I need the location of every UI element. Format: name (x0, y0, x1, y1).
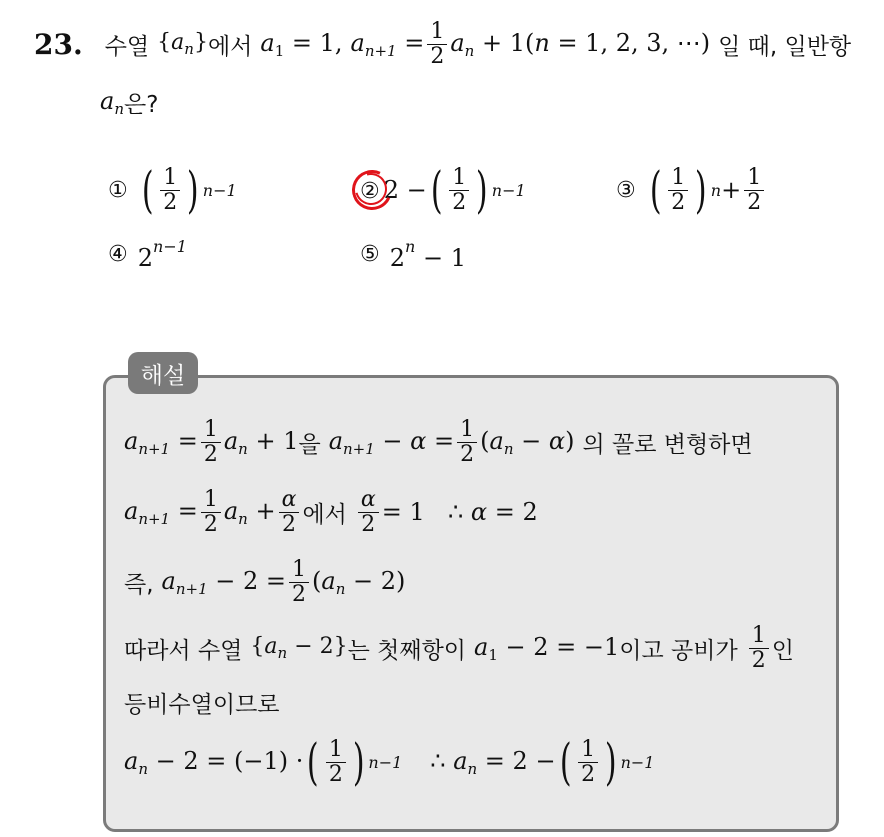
solution-l4-in: 인 (771, 637, 794, 664)
choice-1[interactable]: ① ( $\frac{1}{2}$ ) n−1 (108, 161, 237, 219)
choice-3[interactable]: ③ ( $\frac{1}{2}$ ) n + $\frac{1}{2}$ (616, 160, 767, 220)
stem-text-question: 은? (123, 91, 159, 118)
math-an: $a_n$ (100, 86, 124, 118)
math-recurrence-rest: $a_n + 1(n = 1$, 2, 3, ⋯) (450, 28, 711, 60)
solution-line-3: 즉, $a_{n+1} - 2$ = $\frac{1}{2}$ $(a_n - 2)$ (124, 557, 406, 607)
solution-l4-ratio: 이고 공비가 (619, 637, 738, 664)
question-number: 23. (34, 27, 83, 61)
stem-text-general-term: 일 때, 일반항 (718, 33, 852, 60)
choice-1-marker: ① (108, 177, 128, 203)
choice-4-marker: ④ (108, 241, 128, 267)
solution-l2-where: 에서 (302, 501, 347, 528)
math-recurrence: $a_{n+1}$ = (350, 28, 425, 60)
math-fraction-half: $\frac{1}{2}$ (427, 20, 447, 67)
solution-line-5 (124, 684, 280, 720)
solution-badge: 해설 (128, 352, 198, 394)
choice-5[interactable]: ⑤ $2^n - 1$ (360, 236, 466, 272)
selected-answer-mark (360, 176, 384, 204)
solution-line-2: $a_{n+1}$ = $\frac{1}{2}$ $a_n$ + $\frac{\alpha}{2}$ 에서 $\frac{\alpha}{2}$ = 1 ∴ α = 2 (124, 487, 538, 537)
choice-2[interactable]: ② 2 − ( $\frac{1}{2}$ ) n−1 (360, 160, 526, 220)
solution-line-1: $a_{n+1}$ = $\frac{1}{2}$ $a_n + 1$ 을 $a_{n+1} - \alpha$ = $\frac{1}{2}$ $(a_n - \alpha)$ 의 꼴로 변형하면 (124, 417, 753, 467)
stem-text-sequence: 수열 (104, 33, 150, 60)
solution-line-6: $a_n - 2 = (-1)$ · ( $\frac{1}{2}$ ) n−1 ∴ $a_n = 2$ − ( $\frac{1}{2}$ ) n−1 (124, 733, 655, 791)
stem-text-where: 에서 (207, 33, 253, 60)
choice-5-marker: ⑤ (360, 241, 380, 267)
solution-l5-geometric: 등비수열이므로 (124, 691, 280, 718)
solution-line-4: 따라서 수열 $\{a_n - 2\}$ 는 첫째항이 $a_1 - 2 = -1$ 이고 공비가 $\frac{1}{2}$ 인 (124, 623, 794, 673)
math-a1-equals-1: $a_1 = 1$, (260, 28, 343, 60)
question-line-1 (34, 19, 852, 69)
math-sequence-set: $\{a_n\}$ (157, 30, 208, 58)
solution-l1-transform: 의 꼴로 변형하면 (582, 431, 753, 458)
question-line-2 (100, 84, 158, 120)
solution-l1-eul: 을 (298, 431, 321, 458)
choice-4[interactable]: ④ $2^{n-1}$ (108, 236, 187, 272)
red-circle-mark-inner (349, 167, 393, 211)
solution-l4-therefore: 따라서 수열 (124, 637, 243, 664)
solution-l4-first-term: 는 첫째항이 (347, 637, 467, 664)
choice-2-marker: ② (360, 179, 380, 204)
solution-l3-that-is: 즉, (124, 571, 154, 598)
choice-3-marker: ③ (616, 177, 636, 203)
